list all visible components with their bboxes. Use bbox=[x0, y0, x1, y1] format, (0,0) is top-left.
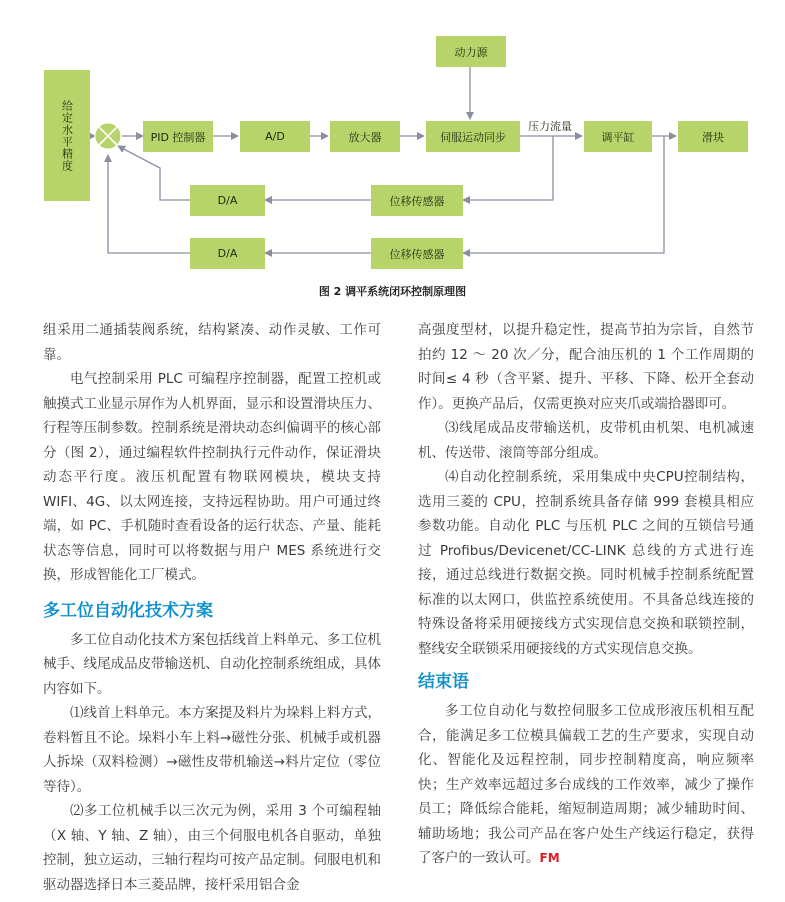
right-column bbox=[418, 318, 754, 871]
paragraph: ⑷自动化控制系统，采用集成中央CPU控制结构，选用三菱的 CPU，控制系统具备存储 999 套模具相应参数功能。自动化 PLC 与压机 PLC 之间的互锁信号通过 Profibus/Devicenet/CC-LINK 总线的方式进行连接，通过总线进行数据交换。同时机械手控制系统配置标准的以太网口，供监控系统使用。不具备总线连接的特殊设备将采用硬接线方式实现信息交换和联锁控制，整线安全联锁采用硬接线的方式实现信息交换。 bbox=[418, 469, 754, 657]
slider-box: 滑块 bbox=[678, 121, 748, 152]
edge-da2-sum bbox=[108, 155, 190, 253]
left-column bbox=[43, 318, 381, 897]
paragraph: 组采用二通插装阀系统，结构紧凑、动作灵敏、工作可靠。 bbox=[43, 322, 381, 363]
leveling-cylinder-box: 调平缸 bbox=[584, 121, 652, 152]
paragraph bbox=[418, 699, 754, 871]
paragraph: ⑶线尾成品皮带输送机，皮带机由机架、电机减速机、传送带、滚筒等部分组成。 bbox=[418, 420, 754, 461]
ad-converter-box: A/D bbox=[240, 121, 310, 152]
paragraph: 多工位自动化技术方案包括线首上料单元、多工位机械手、线尾成品皮带输送机、自动化控制系统组成，具体内容如下。 bbox=[43, 631, 381, 697]
paragraph: 高强度型材，以提升稳定性，提高节拍为宗旨，自然节拍约 12 ～ 20 次／分，配合油压机的 1 个工作周期的时间≤ 4 秒（含平紧、提升、平移、下降、松开全套动作）。更换产品后，仅需更换对应夹爪或端拾器即可。 bbox=[418, 322, 754, 412]
summing-junction bbox=[95, 123, 121, 149]
figure-caption: 图 2 调平系统闭环控制原理图 bbox=[318, 285, 467, 298]
pid-controller-box: PID 控制器 bbox=[143, 121, 213, 152]
amplifier-box: 放大器 bbox=[330, 121, 400, 152]
setpoint-box: 给定水平精度 bbox=[44, 70, 90, 201]
pressure-flow-label: 压力流量 bbox=[528, 120, 572, 133]
servo-sync-box: 伺服运动同步 bbox=[426, 121, 520, 152]
control-diagram bbox=[0, 0, 785, 300]
displacement-sensor-box-1: 位移传感器 bbox=[371, 185, 463, 216]
power-source-box: 动力源 bbox=[436, 36, 506, 67]
section-title: 多工位自动化技术方案 bbox=[43, 600, 213, 621]
paragraph: 电气控制采用 PLC 可编程序控制器，配置工控机或触摸式工业显示屏作为人机界面，显示和设置滑块压力、行程等压制参数。控制系统是滑块动态纠偏调平的核心部分（图 2），通过编程软件控制执行元件动作，保证滑块动态平行度。液压机配置有物联网模块，模块支持 WIFI、4G、以太网连接，支持远程协助。用户可通过终端，如 PC、手机随时查看设备的运行状态、产量、能耗状态等信息，同时可以将数据与用户 MES 系统进行交换，形成智能化工厂模式。 bbox=[43, 371, 381, 583]
paragraph-text: 多工位自动化与数控伺服多工位成形液压机相互配合，能满足多工位模具偏载工艺的生产要求，实现自动化、智能化及远程控制，同步控制精度高，响应频率快；生产效率远超过多台成线的工作效率，减少了操作员工；降低综合能耗，缩短制造周期；减少辅助时间、辅助场地；我公司产品在客户处生产线运行稳定，获得了客户的一致认可。 bbox=[418, 703, 754, 866]
paragraph: ⑵多工位机械手以三次元为例，采用 3 个可编程轴（X 轴、Y 轴、Z 轴），由三个伺服电机各自驱动，单独控制，独立运动，三轴行程均可按产品定制。伺服电机和驱动器选择日本三菱品牌，接杆采用铝合金 bbox=[43, 803, 381, 893]
end-mark-logo: FM bbox=[539, 851, 560, 865]
paragraph: ⑴线首上料单元。本方案提及料片为垛料上料方式，卷料暂且不论。垛料小车上料→磁性分张、机械手或机器人拆垛（双料检测）→磁性皮带机输送→料片定位（零位等待）。 bbox=[43, 705, 381, 795]
da-converter-box-2: D/A bbox=[190, 238, 265, 269]
da-converter-box-1: D/A bbox=[190, 185, 265, 216]
edge-slider-sensor2 bbox=[463, 136, 664, 253]
displacement-sensor-box-2: 位移传感器 bbox=[371, 238, 463, 269]
edge-da1-sum bbox=[118, 146, 190, 200]
section-title: 结束语 bbox=[418, 672, 469, 692]
